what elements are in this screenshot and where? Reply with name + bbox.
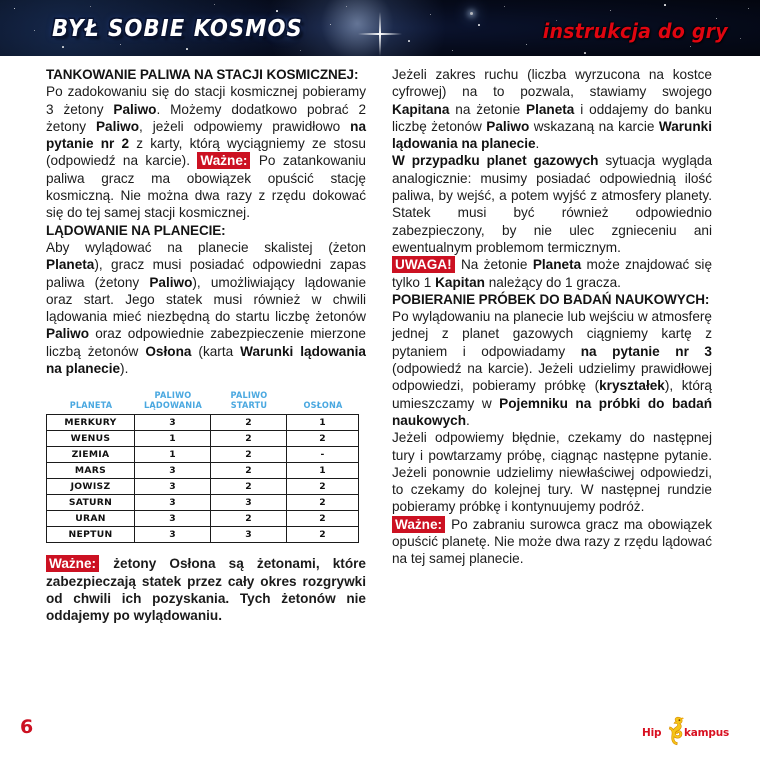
cell-planet: MERKURY [47, 415, 135, 431]
section-heading-pobieranie-probek: POBIERANIE PRÓBEK DO BADAŃ NAUKOWYCH: [392, 291, 710, 307]
cell-planet: JOWISZ [47, 479, 135, 495]
page-header-banner [0, 0, 760, 56]
paragraph-zakres-ruchu: Jeżeli zakres ruchu (liczba wyrzucona na kostce cyfrowej) na to pozwala, stawiamy swojego Kapitana na żetonie Planeta i oddajemy do banku liczbę żetonów Paliwo wskazaną na karcie Warunki lądowania na planecie. [392, 67, 712, 152]
table-header-row [47, 391, 359, 415]
cell-paliwo-startu: 2 [211, 415, 287, 431]
table-row [47, 495, 359, 511]
section-heading-ladowanie: LĄDOWANIE NA PLANECIE: [46, 222, 226, 238]
warning-badge: UWAGA! [392, 256, 455, 273]
cell-paliwo-startu: 2 [211, 479, 287, 495]
column-header-paliwo-ladowania: PALIWO LĄDOWANIA [143, 391, 202, 412]
game-title: BYŁ SOBIE KOSMOS [52, 16, 303, 42]
table-row [47, 511, 359, 527]
note-zabranie-surowca: Ważne: Po zabraniu surowca gracz ma obowiązek opuścić planetę. Nie może dwa razy z rzędu lądować na tej samej planecie. [392, 516, 712, 567]
cell-oslona: 2 [287, 431, 359, 447]
paragraph-ladowanie: Aby wylądować na planecie skalistej (żeton Planeta), gracz musi posiadać odpowiedni zapas paliwa (żetony Paliwo), umożliwiający lądowanie oraz start. Jego statek musi również w chwili lądowania mieć niezbędną do startu liczbę żetonów Paliwo oraz odpowiednie zabezpieczenie mierzone liczbą żetonów Osłona (karta Warunki lądowania na planecie). [46, 239, 366, 377]
cell-oslona: 2 [287, 479, 359, 495]
important-badge: Ważne: [392, 516, 445, 533]
cell-oslona: - [287, 447, 359, 463]
cell-paliwo-ladowania: 1 [135, 431, 211, 447]
cell-paliwo-ladowania: 1 [135, 447, 211, 463]
cell-paliwo-startu: 3 [211, 495, 287, 511]
table-row [47, 479, 359, 495]
cell-paliwo-ladowania: 3 [135, 479, 211, 495]
table-row [47, 415, 359, 431]
cell-paliwo-ladowania: 3 [135, 511, 211, 527]
brand-text-right: kampus [684, 727, 730, 739]
seahorse-icon [666, 714, 686, 748]
header-subtitle: instrukcja do gry [542, 19, 728, 43]
cell-paliwo-startu: 2 [211, 431, 287, 447]
cell-oslona: 1 [287, 463, 359, 479]
column-header-oslona: OSŁONA [302, 401, 343, 412]
column-header-paliwo-startu: PALIWO STARTU [230, 391, 267, 412]
cell-paliwo-startu: 2 [211, 447, 287, 463]
cell-paliwo-startu: 2 [211, 463, 287, 479]
cell-oslona: 2 [287, 495, 359, 511]
cell-planet: SATURN [47, 495, 135, 511]
cell-paliwo-startu: 3 [211, 527, 287, 543]
right-column [392, 66, 712, 568]
paragraph-planety-gazowe: W przypadku planet gazowych sytuacja wygląda analogicznie: musimy posiadać odpowiednią ilość paliwa, by wejść, a potem wyjść z atmosfery planety. Statek musi być również odpowiednio zabezpieczony, by nie ulec zgnieceniu ani ewentualnym problemom termicznym. [392, 153, 713, 255]
cell-planet: NEPTUN [47, 527, 135, 543]
left-column [46, 66, 366, 625]
note-oslona: Ważne: żetony Osłona są żetonami, które zabezpieczają statek przez cały okres rozgrywki od chwili ich pozyskania. Tych żetonów nie oddajemy po wylądowaniu. [46, 556, 366, 624]
page-number: 6 [20, 716, 34, 738]
cell-oslona: 2 [287, 527, 359, 543]
cell-paliwo-ladowania: 3 [135, 527, 211, 543]
paragraph-uwaga-kapitan: UWAGA! Na żetonie Planeta może znajdować się tylko 1 Kapitan należący do 1 gracza. [392, 257, 713, 290]
cell-planet: MARS [47, 463, 135, 479]
cell-planet: ZIEMIA [47, 447, 135, 463]
cell-planet: URAN [47, 511, 135, 527]
cell-paliwo-ladowania: 3 [135, 495, 211, 511]
important-badge: Ważne: [46, 555, 99, 572]
section-heading-tankowanie: TANKOWANIE PALIWA NA STACJI KOSMICZNEJ: [46, 67, 359, 82]
cell-paliwo-ladowania: 3 [135, 415, 211, 431]
cell-oslona: 2 [287, 511, 359, 527]
cell-oslona: 1 [287, 415, 359, 431]
cell-paliwo-startu: 2 [211, 511, 287, 527]
paragraph-tankowanie: Po zadokowaniu się do stacji kosmicznej pobieramy 3 żetony Paliwo. Możemy dodatkowo pobrać 2 żetony Paliwo, jeżeli odpowiemy prawidłowo na pytanie nr 2 z karty, którą wyciągniemy ze stosu (odpowiedź na karcie). Ważne: Po zatankowaniu paliwa gracz ma obowiązek opuścić stację kosmiczną. Nie można dwa razy z rzędu dokować się do tej samej stacji kosmicznej. [46, 84, 367, 221]
important-badge: Ważne: [197, 152, 250, 169]
paragraph-pobieranie-probek: Po wylądowaniu na planecie lub wejściu w atmosferę jednej z planet gazowych ciągniemy kartę z pytaniem i odpowiadamy na pytanie nr 3 (odpowiedź na karcie). Jeżeli udzielimy prawidłowej odpowiedzi, pobieramy próbkę (kryształek), którą umieszczamy w Pojemniku na próbki do badań naukowych. [392, 309, 712, 428]
table-row [47, 463, 359, 479]
cell-paliwo-ladowania: 3 [135, 463, 211, 479]
paragraph-bledna-odpowiedz: Jeżeli odpowiemy błędnie, czekamy do następnej tury i powtarzamy próbę, ciągnąc następne pytanie. Jeżeli ponownie udzielimy niewłaściwej odpowiedzi, to czekamy do kolejnej tury. W następnej rundzie pobieramy próbkę i kontynuujemy podróż. [392, 430, 712, 515]
planet-table-wrapper [46, 391, 358, 543]
brand-text-left: Hip [642, 727, 662, 739]
planet-conditions-table [46, 391, 359, 543]
table-row [47, 447, 359, 463]
table-row [47, 431, 359, 447]
cell-planet: WENUS [47, 431, 135, 447]
table-row [47, 527, 359, 543]
bright-star-icon [358, 12, 402, 56]
column-header-planeta: PLANETA [69, 401, 112, 412]
brand-logo [642, 712, 738, 752]
